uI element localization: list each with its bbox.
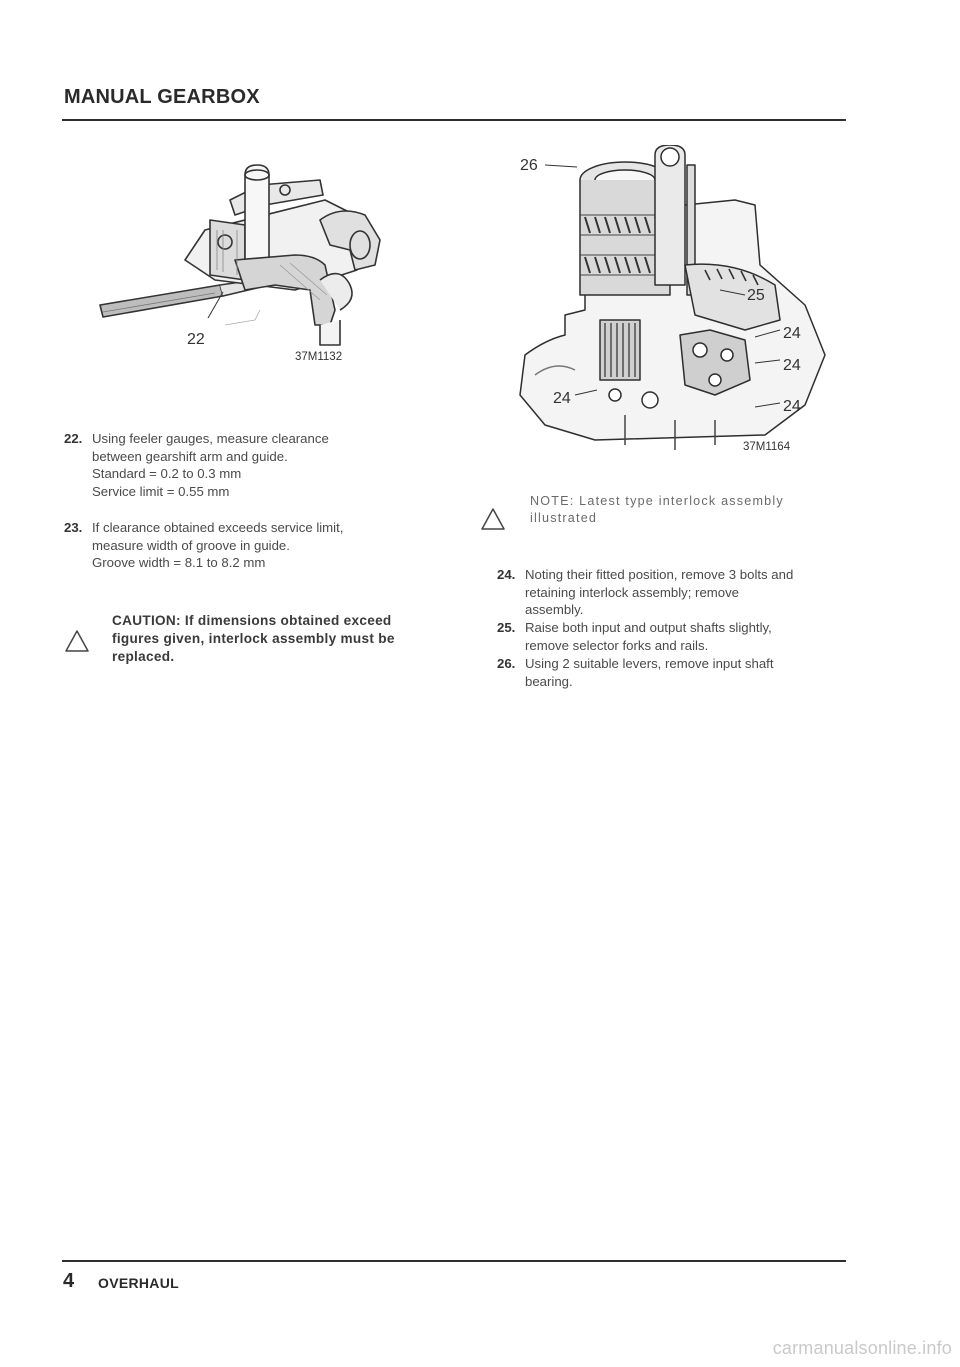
step-number: 22. [64,431,83,446]
gearshift-illustration [95,160,395,375]
step-24 [497,566,857,619]
callout-24-c: 24 [553,390,571,407]
watermark: carmanualsonline.info [772,1338,952,1358]
step-text: retaining interlock assembly; remove [525,584,740,600]
step-number: 26. [497,656,516,671]
step-number: 23. [64,520,83,535]
gearbox-illustration [505,145,835,455]
callout-22: 22 [187,331,205,348]
callout-24-b: 24 [783,357,801,374]
warning-triangle-icon [64,629,90,653]
note-text: illustrated [530,511,598,525]
figure-gearshift-clearance [95,160,395,375]
step-text: Service limit = 0.55 mm [92,483,230,499]
step-text: remove selector forks and rails. [525,637,709,653]
step-text: Standard = 0.2 to 0.3 mm [92,466,242,481]
step-23 [64,519,444,572]
note-text: NOTE: Latest type interlock assembly [530,494,784,508]
caution-text: CAUTION: If dimensions obtained exceed [112,613,392,628]
callout-26: 26 [520,157,538,174]
step-text: measure width of groove in guide. [92,537,290,553]
step-text: assembly. [525,602,584,617]
step-number: 25. [497,620,516,635]
step-text: Raise both input and output shafts slightly, [525,620,772,635]
step-text: Noting their fitted position, remove 3 bolts and [525,567,794,582]
header-divider [62,119,846,121]
caution-text: replaced. [112,649,175,664]
step-number: 24. [497,567,516,582]
figure-interlock-assembly [505,145,835,455]
footer-divider [62,1260,846,1262]
step-text: Using 2 suitable levers, remove input shaft [525,656,774,671]
caution-block [64,612,434,666]
callout-25: 25 [747,287,765,304]
step-text: Using feeler gauges, measure clearance [92,431,329,446]
caution-text: figures given, interlock assembly must be [112,631,395,646]
section-title: OVERHAUL [98,1275,179,1291]
step-text: bearing. [525,673,573,689]
step-text: between gearshift arm and guide. [92,448,288,464]
page-number: 4 [63,1270,75,1292]
figure-code: 37M1132 [295,351,343,363]
note-block [480,493,850,527]
warning-triangle-icon [480,507,506,531]
step-text: If clearance obtained exceeds service limit, [92,520,344,535]
figure-code: 37M1164 [743,441,791,453]
step-22 [64,430,444,500]
page-title: MANUAL GEARBOX [64,86,260,108]
callout-24-a: 24 [783,325,801,342]
callout-24-d: 24 [783,398,801,415]
step-26 [497,655,857,690]
step-text: Groove width = 8.1 to 8.2 mm [92,555,266,570]
step-25 [497,619,857,654]
